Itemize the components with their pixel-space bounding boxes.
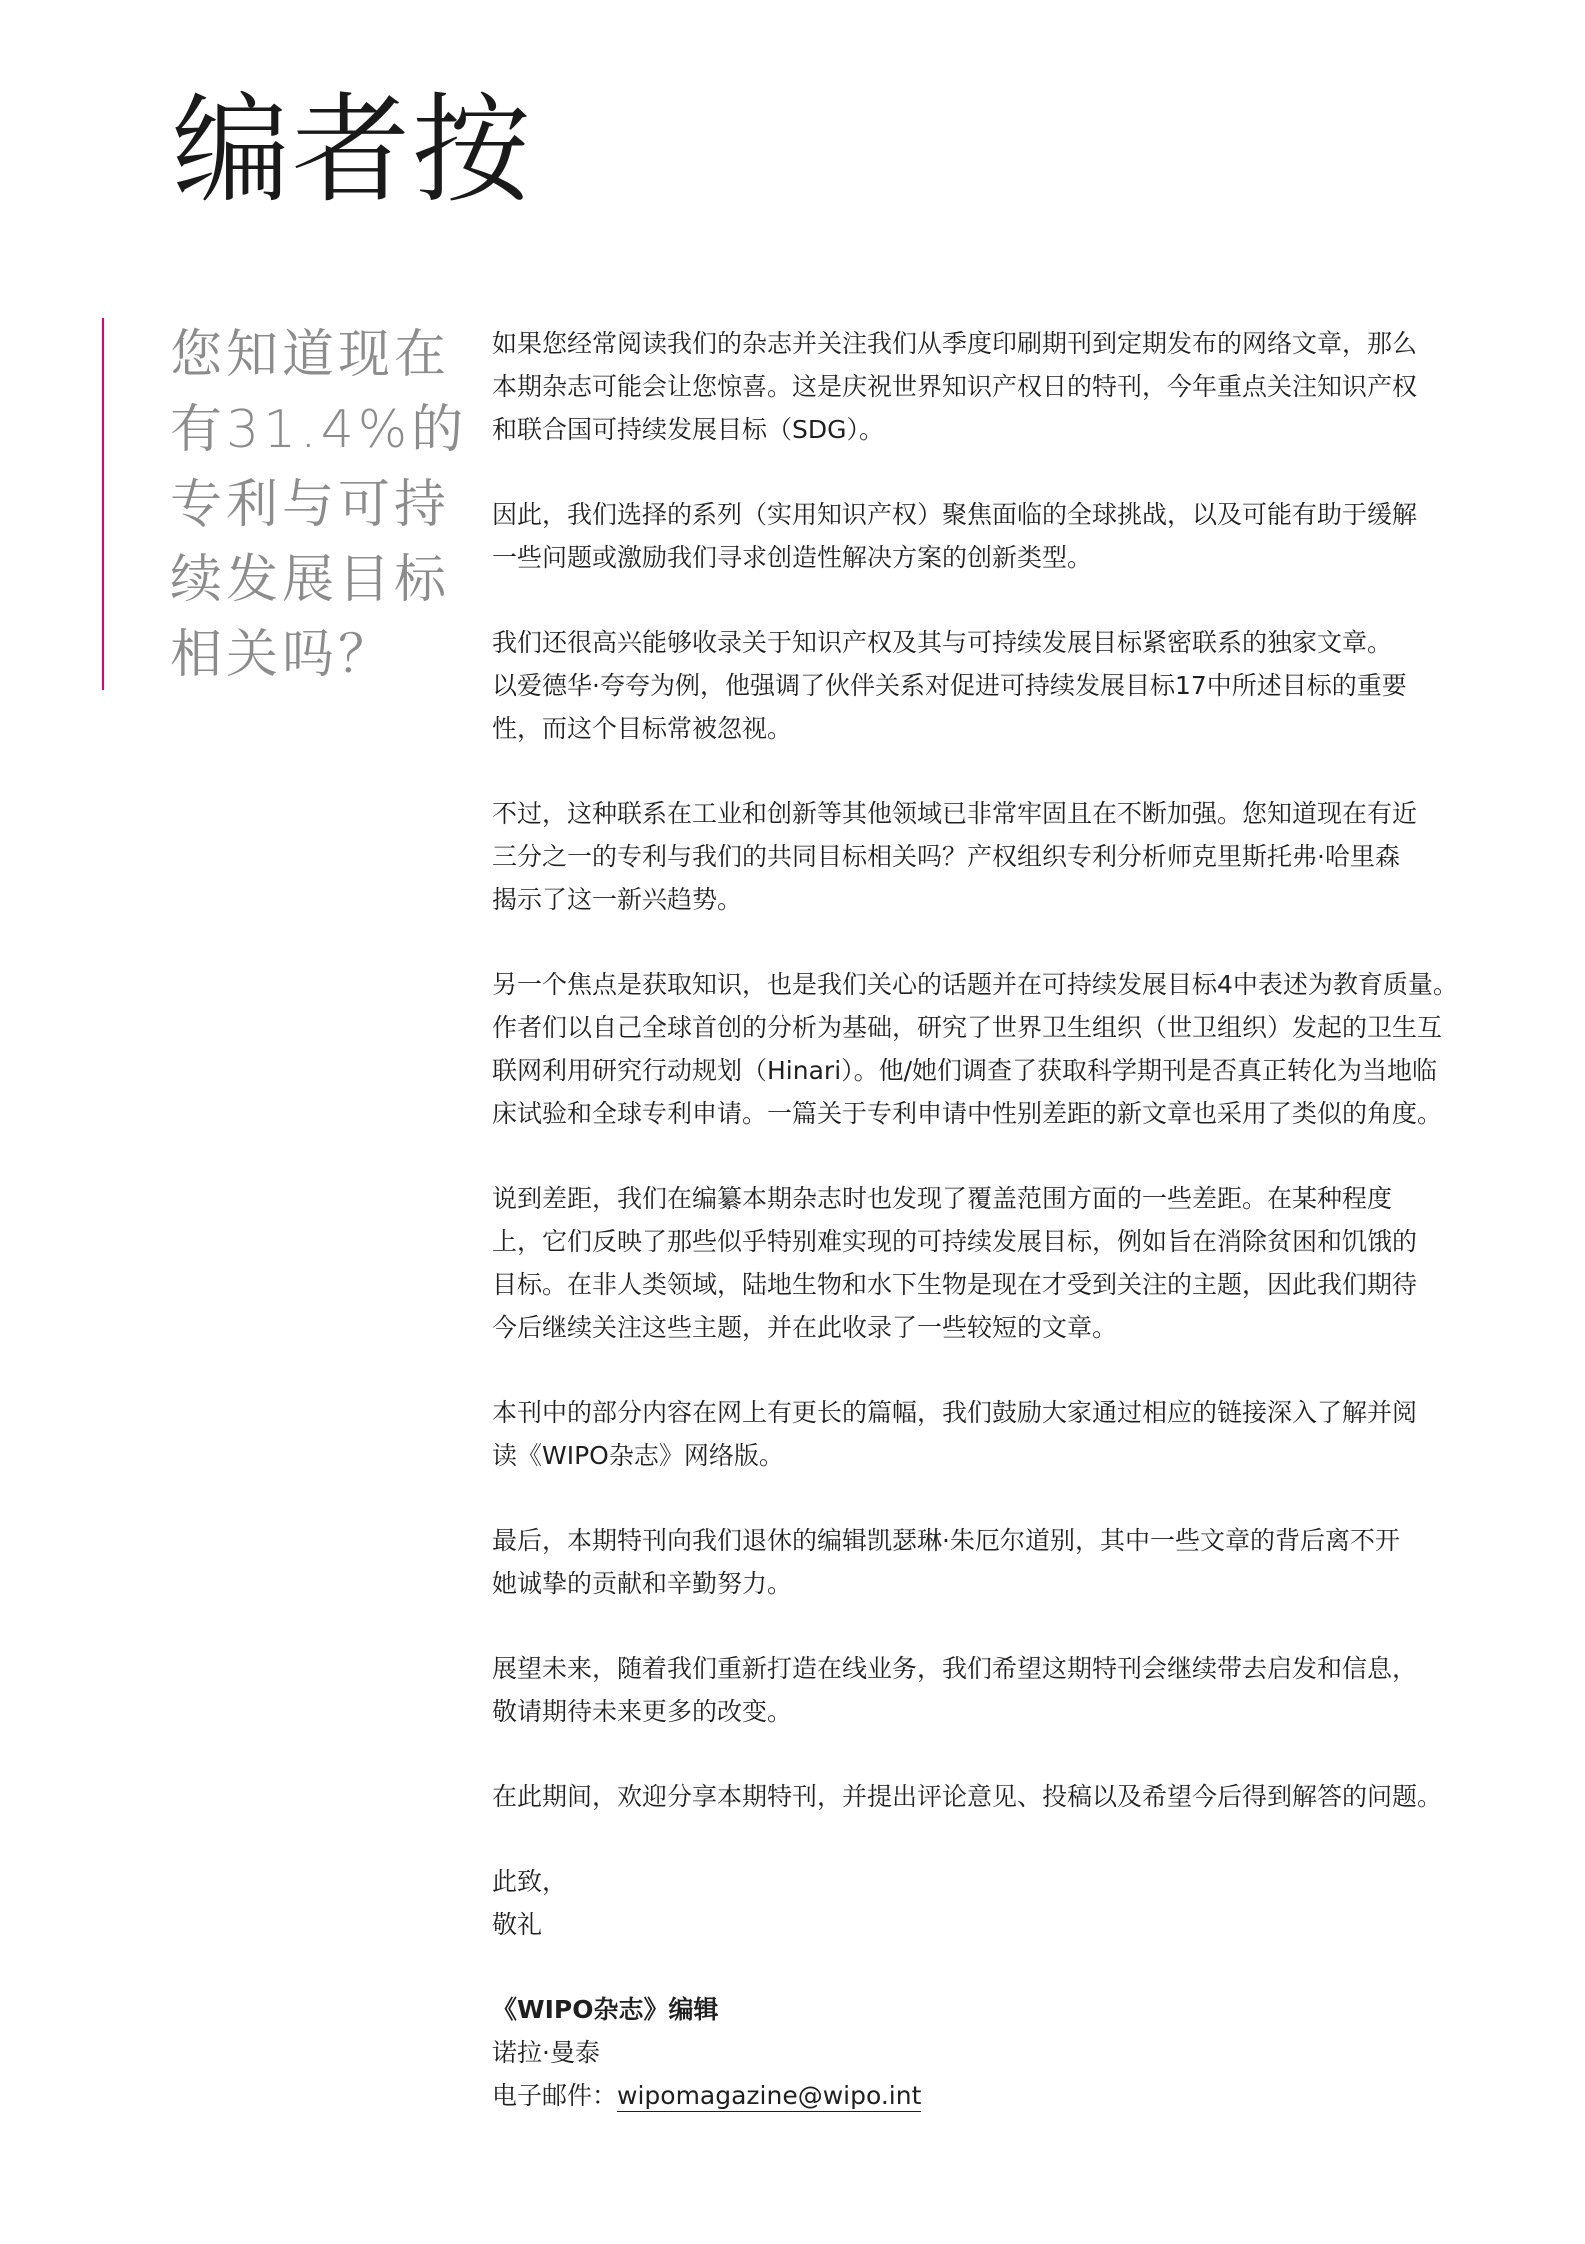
signature-email-line	[492, 2074, 1492, 2117]
paragraph-series: 因此，我们选择的系列（实用知识产权）聚焦面临的全球挑战，以及可能有助于缓解 一些问题或激励我们寻求创造性解决方案的创新类型。	[492, 500, 1418, 572]
paragraph-patents-trend: 不过，这种联系在工业和创新等其他领域已非常牢固且在不断加强。您知道现在有近 三分之一的专利与我们的共同目标相关吗？产权组织专利分析师克里斯托弗·哈里森 揭示了这一新兴趋势。	[492, 799, 1418, 914]
pull-quote: 您知道现在 有31.4%的 专利与可持 续发展目标 相关吗？	[170, 325, 468, 685]
paragraph-future: 展望未来，随着我们重新打造在线业务，我们希望这期特刊会继续带去启发和信息， 敬请期待未来更多的改变。	[492, 1654, 1418, 1726]
paragraph-intro: 如果您经常阅读我们的杂志并关注我们从季度印刷期刊到定期发布的网络文章，那么 本期杂志可能会让您惊喜。这是庆祝世界知识产权日的特刊，今年重点关注知识产权 和联合国可持续发展目标（SDG）。	[492, 329, 1418, 444]
paragraph-gaps: 说到差距，我们在编纂本期杂志时也发现了覆盖范围方面的一些差距。在某种程度 上，它们反映了那些似乎特别难实现的可持续发展目标，例如旨在消除贫困和饥饿的 目标。在非人类领域，陆地生物和水下生物是现在才受到关注的主题，因此我们期待 今后继续关注这些主题，并在此收录了一些较短的文章。	[492, 1184, 1418, 1342]
page-title: 编者按	[172, 81, 533, 219]
closing-line-1: 此致，	[492, 1867, 568, 1896]
signature-name: 诺拉·曼泰	[492, 2038, 600, 2067]
closing-line-2: 敬礼	[492, 1910, 543, 1939]
signature-title: 《WIPO杂志》编辑	[492, 1995, 719, 2024]
email-label: 电子邮件：	[492, 2081, 618, 2110]
email-link[interactable]: wipomagazine@wipo.int	[617, 2081, 922, 2110]
paragraph-farewell: 最后，本期特刊向我们退休的编辑凯瑟琳·朱厄尔道别，其中一些文章的背后离不开 她诚挚的贡献和辛勤努力。	[492, 1526, 1400, 1598]
paragraph-access-knowledge: 另一个焦点是获取知识，也是我们关心的话题并在可持续发展目标4中表述为教育质量。 作者们以自己全球首创的分析为基础，研究了世界卫生组织（世卫组织）发起的卫生互 联网利用研究行动规划（Hinari）。他/她们调查了获取科学期刊是否真正转化为当地临 床试验和全球专利申请。一篇关于专利申请中性别差距的新文章也采用了类似的角度。	[492, 970, 1458, 1128]
pull-quote-accent-bar	[102, 318, 104, 690]
closing	[492, 1860, 1492, 1946]
paragraph-online-content: 本刊中的部分内容在网上有更长的篇幅，我们鼓励大家通过相应的链接深入了解并阅 读《WIPO杂志》网络版。	[492, 1398, 1418, 1470]
article-body	[492, 322, 1492, 2117]
paragraph-exclusive-articles: 我们还很高兴能够收录关于知识产权及其与可持续发展目标紧密联系的独家文章。 以爱德华·夸夸为例，他强调了伙伴关系对促进可持续发展目标17中所述目标的重要 性，而这个目标常被忽视。	[492, 628, 1407, 743]
signature	[492, 1988, 1492, 2117]
paragraph-share: 在此期间，欢迎分享本期特刊，并提出评论意见、投稿以及希望今后得到解答的问题。	[492, 1782, 1443, 1811]
